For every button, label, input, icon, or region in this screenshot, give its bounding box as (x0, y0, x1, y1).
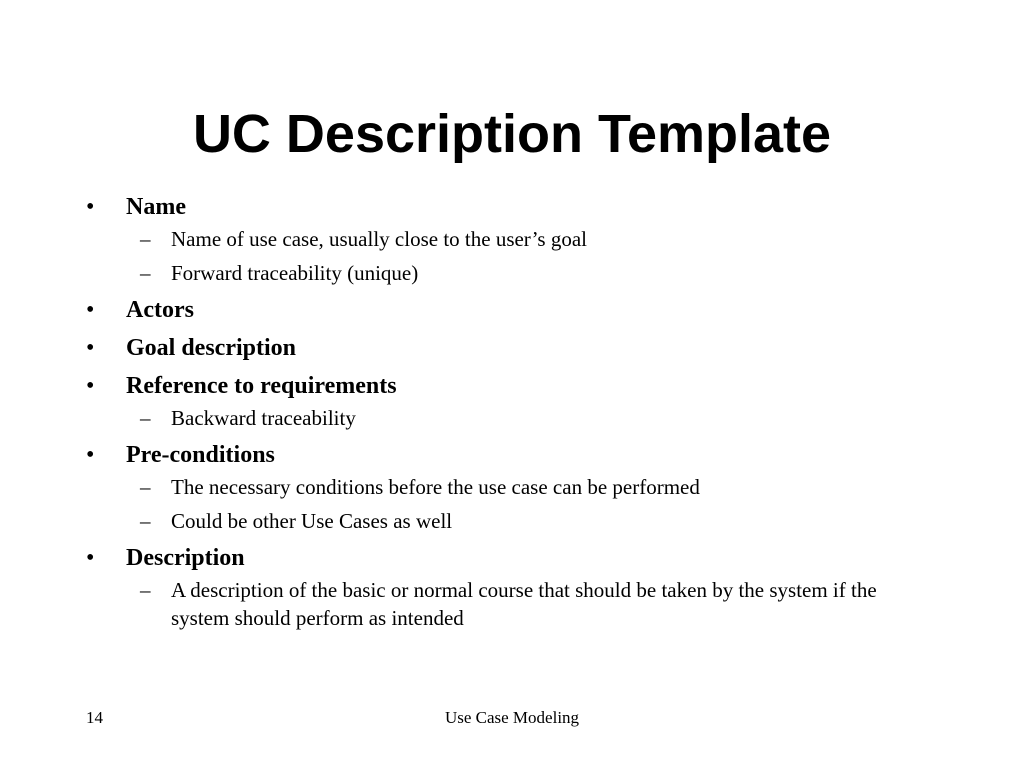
bullet-item-description (84, 543, 934, 632)
sub-item (126, 404, 934, 432)
sub-list (126, 225, 934, 287)
sub-item (126, 576, 934, 632)
bullet-dot: • (86, 335, 95, 361)
bullet-label: Description (126, 545, 245, 571)
sub-dash: – (140, 509, 151, 533)
bullet-dot: • (86, 373, 95, 399)
slide-number: 14 (86, 708, 103, 727)
sub-item-text: The necessary conditions before the use case can be performed (171, 475, 700, 499)
footer-text: Use Case Modeling (444, 708, 580, 727)
bullet-list (84, 192, 934, 632)
bullet-dot: • (86, 442, 95, 468)
sub-item-text: Backward traceability (171, 406, 356, 430)
sub-list (126, 473, 934, 535)
bullet-item-name (84, 192, 934, 287)
bullet-label: Actors (126, 297, 194, 323)
bullet-item-actors (84, 295, 934, 325)
bullet-item-pre-conditions (84, 440, 934, 535)
bullet-dot: • (86, 297, 95, 323)
sub-dash: – (140, 227, 151, 251)
sub-dash: – (140, 578, 151, 602)
bullet-dot: • (86, 194, 95, 220)
bullet-item-reference-to-requirements (84, 371, 934, 432)
sub-item (126, 507, 934, 535)
sub-item-text: Could be other Use Cases as well (171, 509, 453, 533)
sub-dash: – (140, 261, 151, 285)
bullet-label: Reference to requirements (126, 373, 397, 399)
sub-item-text: Forward traceability (unique) (171, 261, 419, 285)
slide-title: UC Description Template (192, 104, 832, 164)
bullet-label: Pre-conditions (126, 442, 275, 468)
sub-dash: – (140, 406, 151, 430)
bullet-label: Name (126, 194, 186, 220)
bullet-label: Goal description (126, 335, 297, 361)
sub-item (126, 225, 934, 253)
sub-list (126, 404, 934, 432)
sub-item (126, 473, 934, 501)
sub-item (126, 259, 934, 287)
sub-list (126, 576, 934, 632)
sub-item-text: Name of use case, usually close to the user’s goal (171, 227, 587, 251)
sub-dash: – (140, 475, 151, 499)
bullet-dot: • (86, 545, 95, 571)
bullet-item-goal-description (84, 333, 934, 363)
sub-item-text: A description of the basic or normal course that should be taken by the system if the system should perform as intended (171, 578, 877, 630)
